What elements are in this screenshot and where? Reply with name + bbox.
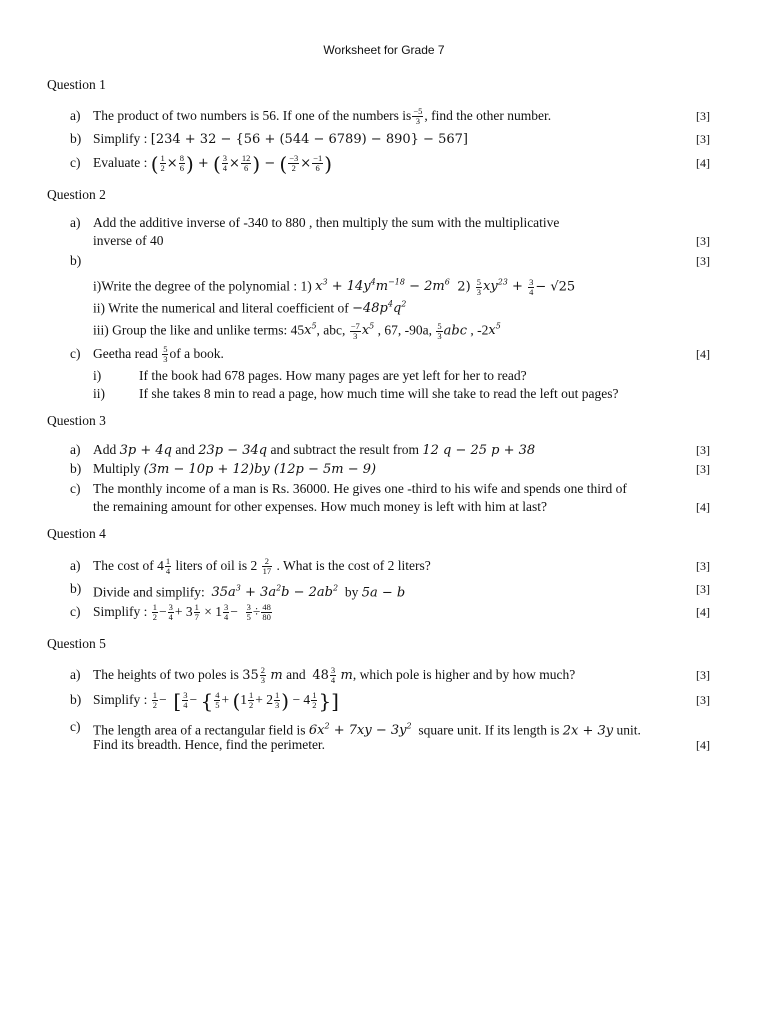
q3-part-a: a) Add 3p + 4q and 23p − 34q and subtract the result from 12 q − 25 p + 38 [3] xyxy=(70,442,710,458)
marks: [3] xyxy=(696,132,710,146)
question-4-heading: Question 4 xyxy=(47,526,106,541)
marks: [4] xyxy=(696,605,710,619)
q2-part-a-line2: inverse of 40 [3] xyxy=(70,231,720,251)
q2-c-i: i) If the book had 678 pages. How many pages are yet left for her to read? xyxy=(93,368,527,383)
marks: [4] xyxy=(696,347,710,361)
marks: [3] xyxy=(696,559,710,573)
question-1-heading: Question 1 xyxy=(47,77,106,92)
marks: [3] xyxy=(696,234,710,248)
q4-part-c: c) Simplify : $\frac{1}{2}$ − $\frac{3}{4}$ + 3 $\frac{1}{7}$ × 1 $\frac{3}{4}$ − $\frac{3}{5}$ ÷ $\frac{48}{80}$ [4] xyxy=(70,602,710,623)
marks: [3] xyxy=(696,582,710,596)
worksheet-title: Worksheet for Grade 7 xyxy=(323,43,445,57)
q2-part-c: c) Geetha read $\frac{5}{3}$ of a book. [4] xyxy=(70,344,710,365)
q1-part-c: c) Evaluate : ( $\frac{1}{2}$ × $\frac{8}{6}$ ) + ( $\frac{3}{4}$ × $\frac{12}{6}$ ) − ( $\frac{-3}{2}$ × $\frac{-1}{6}$ ) [4] xyxy=(70,151,710,176)
q4-part-a: a) The cost of 4 $\frac{1}{4}$ liters of oil is 2 $\frac{2}{17}$ . What is the cost of 2 liters? [3] xyxy=(70,556,710,577)
q2-b-ii: ii) Write the numerical and literal coefficient of $-48p^4q^2$ xyxy=(93,300,407,317)
q3-part-c-line2: the remaining amount for other expenses. How much money is left with him at last? [4] xyxy=(70,497,720,517)
q5-part-b: b) Simplify : $\frac{1}{2}$ − [ $\frac{3}{4}$ − { $\frac{4}{5}$ + (1 $\frac{1}{2}$ + 2 $\frac{1}{3}$ ) − 4 $\frac{1}{2}$ }] [3] xyxy=(70,688,710,713)
q2-part-b: b) [3] xyxy=(70,251,720,271)
q2-part-a: a) Add the additive inverse of -340 to 880 , then multiply the sum with the multiplicative xyxy=(70,215,560,230)
marks: [3] xyxy=(696,668,710,682)
q3-part-b: b) Multiply (3m − 10p + 12)by (12p − 5m − 9) [3] xyxy=(70,461,710,477)
q5-part-a: a) The heights of two poles is 35 $\frac{2}{3}$ m and 48 $\frac{3}{4}$ m, which pole is higher and by how much? [3] xyxy=(70,665,710,686)
q5-part-c: c) The length area of a rectangular field is $6x^2 + 7xy - 3y^2$ square unit. If its length is 2x + 3y unit. xyxy=(70,719,641,739)
q2-b-iii: iii) Group the like and unlike terms: $45x^5$, abc, $\frac{-7}{3}$ $x^5$ , 67, -90a, $\frac{5}{3}$ abc , $-2x^5$ xyxy=(93,320,501,341)
q5-part-c-line2: Find its breadth. Hence, find the perimeter. [4] xyxy=(70,735,720,755)
marks: [3] xyxy=(696,109,710,123)
marks: [3] xyxy=(696,443,710,457)
q2-b-i: i)Write the degree of the polynomial : 1) $x^3 + 14y^4m^{-18} - 2m^6$ 2) $\frac{5}{3}$ $xy^{23}$ + $\frac{3}{4}$ − √25 xyxy=(93,276,576,297)
marks: [4] xyxy=(696,738,710,752)
fraction: $\frac{-5}{3}$ xyxy=(413,106,423,127)
question-2-heading: Question 2 xyxy=(47,187,106,202)
marks: [4] xyxy=(696,500,710,514)
q3-part-c: c) The monthly income of a man is Rs. 36000. He gives one -third to his wife and spends one third of xyxy=(70,481,627,496)
marks: [3] xyxy=(696,254,710,268)
q2-c-ii: ii) If she takes 8 min to read a page, how much time will she take to read the left out pages? xyxy=(93,386,619,401)
marks: [3] xyxy=(696,462,710,476)
q1-part-a: a) The product of two numbers is 56. If one of the numbers is $\frac{-5}{3}$ , find the other number. [3] xyxy=(70,106,710,127)
question-3-heading: Question 3 xyxy=(47,413,106,428)
marks: [4] xyxy=(696,156,710,170)
q1-part-b: b) Simplify : [234 + 32 − {56 + (544 − 6789) − 890} − 567] [3] xyxy=(70,131,710,147)
marks: [3] xyxy=(696,693,710,707)
q4-part-b: b) Divide and simplify: $35a^3 + 3a^2b - 2ab^2$ by 5a − b [3] xyxy=(70,581,710,601)
question-5-heading: Question 5 xyxy=(47,636,106,651)
